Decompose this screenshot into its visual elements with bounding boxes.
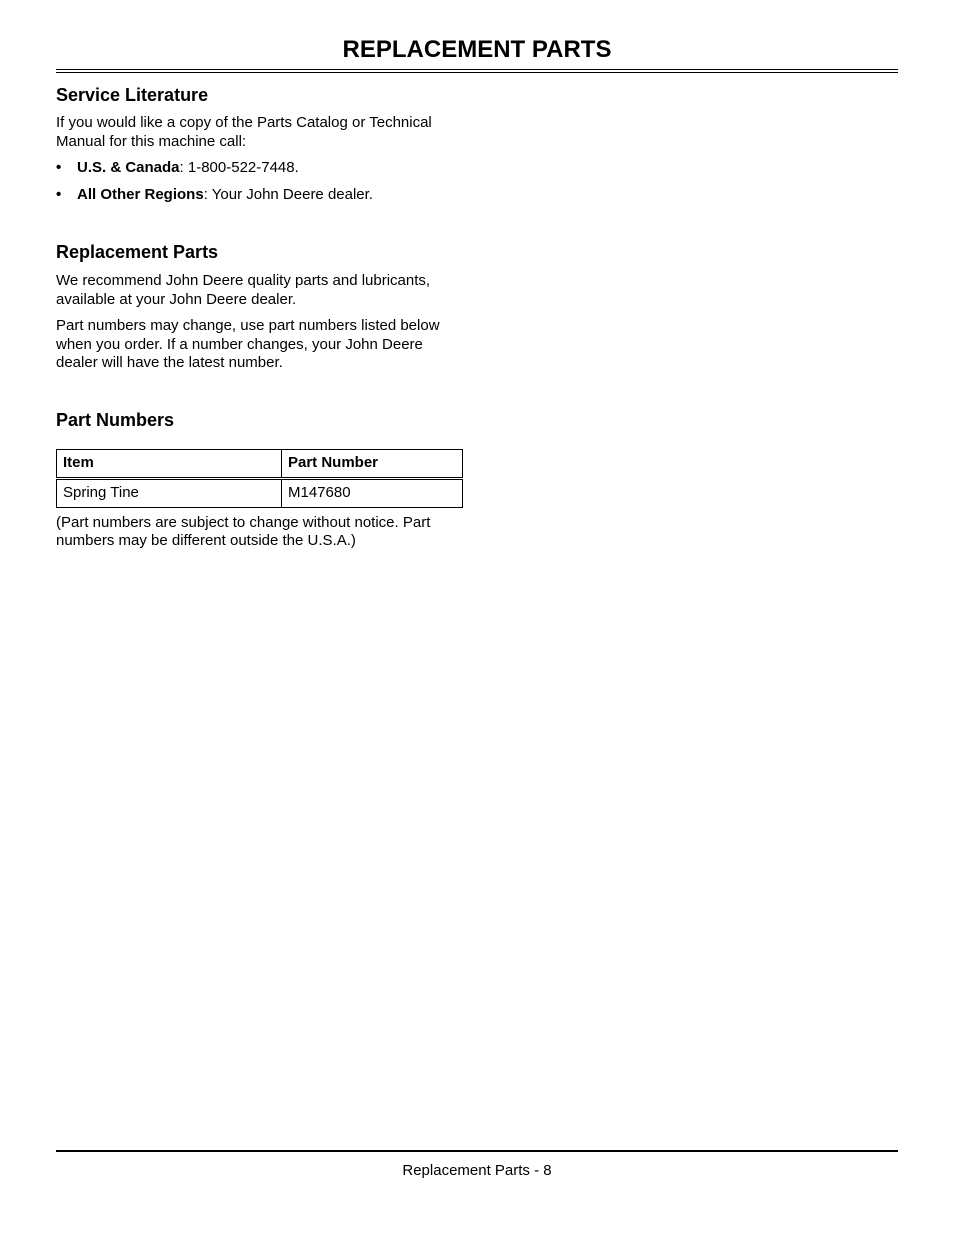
cell-item: Spring Tine (57, 478, 282, 507)
list-item (56, 186, 466, 205)
region-label: All Other Regions (77, 185, 204, 203)
service-literature-list (56, 159, 466, 204)
table-row (57, 478, 463, 507)
list-item (56, 159, 466, 178)
column-header-item: Item (57, 449, 282, 478)
page-footer: Replacement Parts - 8 (402, 1162, 552, 1179)
main-content (56, 84, 466, 551)
footer-rule (56, 1150, 898, 1152)
service-literature-heading: Service Literature (56, 85, 209, 105)
service-literature-intro: If you would like a copy of the Parts Catalog or Technical Manual for this machine call: (56, 114, 432, 150)
region-contact: : 1-800-522-7448. (179, 159, 299, 176)
replacement-parts-heading: Replacement Parts (56, 242, 219, 262)
region-label: U.S. & Canada (77, 159, 180, 176)
bullet-mark: • (56, 159, 62, 176)
table-header-row (57, 449, 463, 478)
part-numbers-note: (Part numbers are subject to change without notice. Part numbers may be different outside the U.S.A.) (56, 513, 431, 549)
column-header-part-number: Part Number (282, 449, 463, 478)
replacement-parts-paragraph: We recommend John Deere quality parts and lubricants, available at your John Deere dealer. (56, 272, 431, 308)
bullet-mark: • (56, 185, 62, 203)
header-rule (56, 69, 898, 73)
page-title: REPLACEMENT PARTS (342, 36, 612, 63)
part-numbers-heading: Part Numbers (56, 409, 175, 430)
region-contact: : Your John Deere dealer. (203, 185, 373, 203)
replacement-parts-paragraph: Part numbers may change, use part numbers listed below when you order. If a number changes, your John Deere dealer will have the latest number. (56, 317, 440, 371)
part-numbers-table (56, 449, 463, 508)
cell-part-number: M147680 (282, 478, 463, 507)
